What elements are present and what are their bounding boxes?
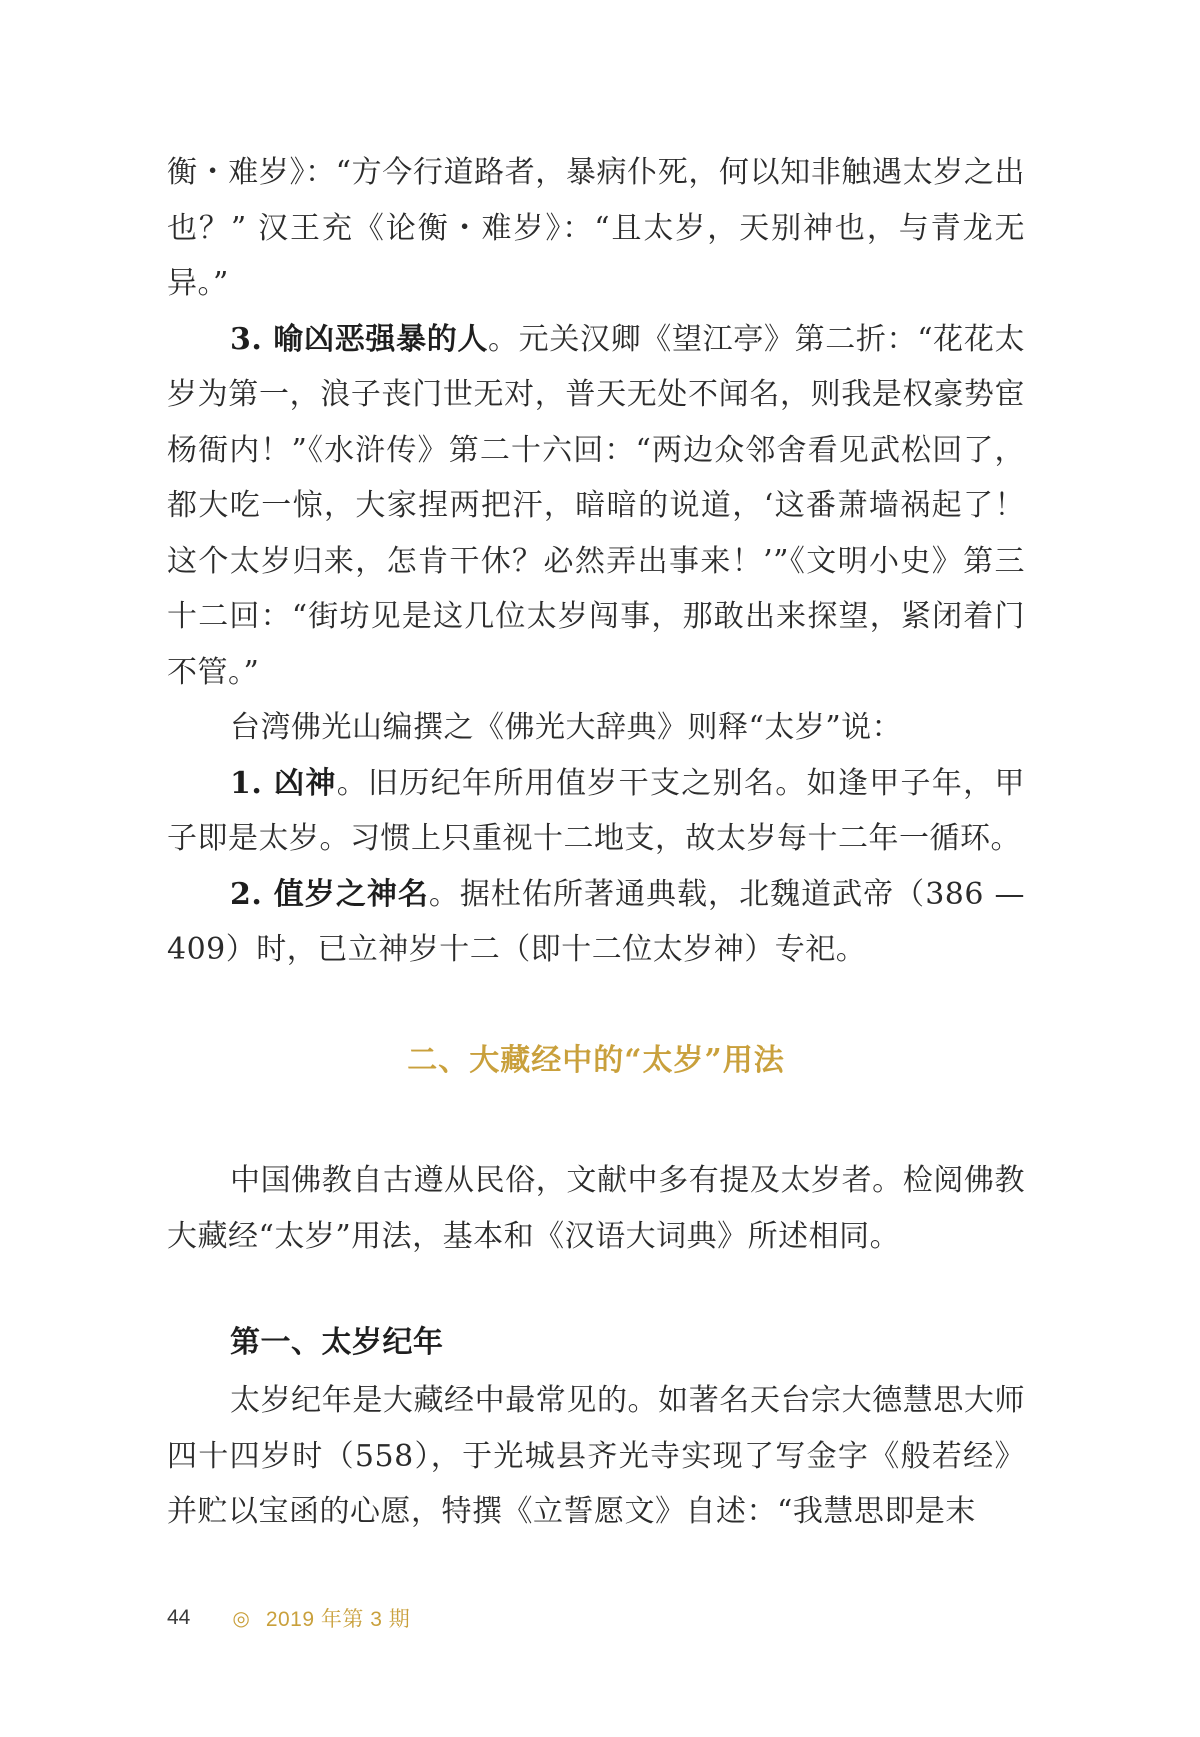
definition-1-text: 。旧历纪年所用值岁干支之别名。如逢甲子年，甲子即是太岁。习惯上只重视十二地支，故太岁每十二年一循环。 xyxy=(167,765,1026,856)
subhead-paragraph: 太岁纪年是大藏经中最常见的。如著名天台宗大德慧思大师四十四岁时（558），于光城县齐光寺实现了写金字《般若经》并贮以宝函的心愿，特撰《立誓愿文》自述：“我慧思即是末 xyxy=(167,1383,1025,1529)
definition-1-term: 1. 凶神 xyxy=(230,765,337,801)
section-paragraph: 中国佛教自古遵从民俗，文献中多有提及太岁者。检阅佛教大藏经“太岁”用法，基本和《汉语大词典》所述相同。 xyxy=(167,1163,1025,1254)
section-title: 二、大藏经中的“太岁”用法 xyxy=(407,1043,785,1078)
page-number: 44 xyxy=(167,1606,191,1629)
definition-2-term: 2. 值岁之神名 xyxy=(230,876,429,912)
definition-2-text: 。据杜佑所著通典载，北魏道武帝（386 — 409）时，已立神岁十二（即十二位太岁神）专祀。 xyxy=(167,876,1026,967)
subsection-body xyxy=(167,1373,1025,1540)
issue-label: 2019 年第 3 期 xyxy=(265,1608,411,1631)
page-body xyxy=(167,145,1026,1529)
subhead-taisui-calendar: 第一、太岁纪年 xyxy=(230,1325,444,1360)
circle-mark-icon: ◎ xyxy=(232,1607,250,1630)
paragraph-definition-1 xyxy=(167,756,1025,867)
definition-3-text: 。元关汉卿《望江亭》第二折：“花花太岁为第一，浪子丧门世无对，普天无处不闻名，则我是权豪势宦杨衙内！”《水浒传》第二十六回：“两边众邻舍看见武松回了，都大吃一惊，大家捏两把汗，暗暗的说道，‘这番萧墙祸起了！这个太岁归来，怎肯干休？必然弄出事来！’”《文明小史》第三十二回：“街坊见是这几位太岁闯事，那敢出来探望，紧闭着门不管。” xyxy=(167,321,1025,690)
paragraph-definition-2 xyxy=(167,867,1025,978)
page-footer xyxy=(167,1603,410,1633)
paragraph-continued: 衡・难岁》：“方今行道路者，暴病仆死，何以知非触遇太岁之出也？” 汉王充《论衡・难岁》：“且太岁，天别神也，与青龙无异。” xyxy=(167,155,1025,301)
section-intro xyxy=(167,1153,1025,1264)
paragraph-foguang-intro: 台湾佛光山编撰之《佛光大辞典》则释“太岁”说： xyxy=(230,710,903,745)
definition-3-term: 3. 喻凶恶强暴的人 xyxy=(230,321,489,357)
paragraph-definition-3 xyxy=(167,312,1025,701)
